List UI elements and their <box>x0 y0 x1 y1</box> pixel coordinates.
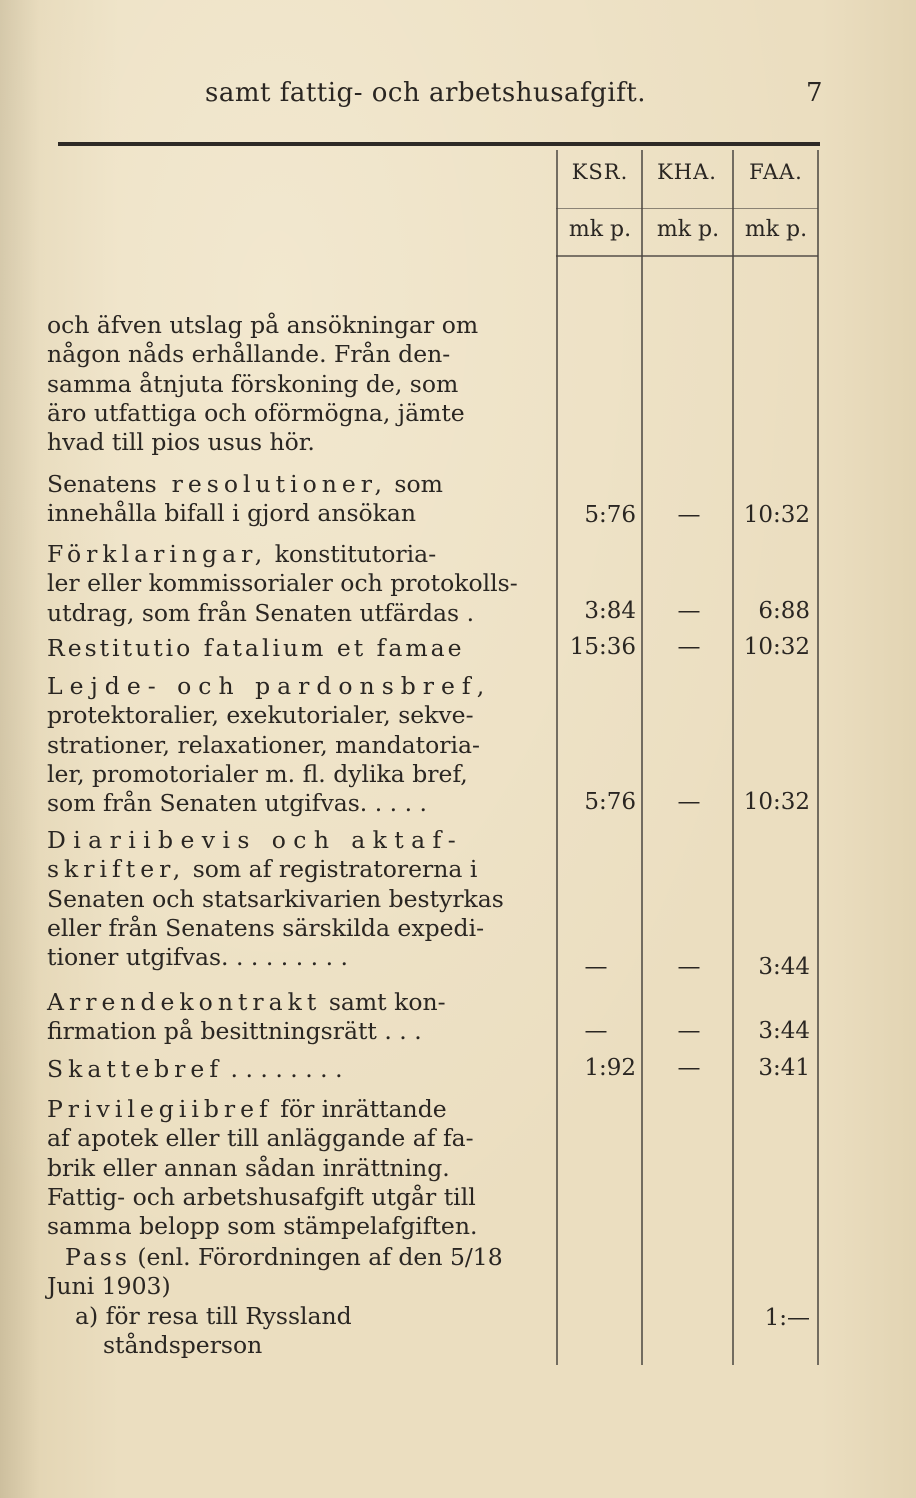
table-row: Arrendekontrakt samt kon- firmation på besittningsrätt . . . <box>47 988 446 1046</box>
amount-kha: — <box>677 502 701 528</box>
column-divider <box>641 150 643 1365</box>
table-row: Diariibevis och aktaf- skrifter, som af registratorerna i Senaten och statsarkivarien bestyrkas eller från Senatens särskilda expedi- tioner utgifvas. . . . . . . . . <box>47 826 504 972</box>
amount-faa: 10:32 <box>743 634 810 660</box>
amount-ksr: — <box>584 954 608 980</box>
unit-kha: mk p. <box>656 217 720 242</box>
column-header-kha: KHA. <box>657 160 717 184</box>
header-divider <box>556 208 818 209</box>
amount-kha: — <box>677 634 701 660</box>
table-row: Pass (enl. Förordningen af den 5/18 Juni 1903) <box>47 1243 503 1301</box>
table-row: Privilegiibref för inrättande af apotek eller till anläggande af fa- brik eller annan sådan inrättning. <box>47 1095 474 1182</box>
amount-kha: — <box>677 1018 701 1044</box>
text-paragraph: och äfven utslag på ansökningar om någon nåds erhållande. Från den- samma åtnjuta förskoning de, som äro utfattiga och oförmögna, jämte hvad till pios usus hör. <box>47 311 479 457</box>
unit-ksr: mk p. <box>568 217 632 242</box>
table-row: Skattebref . . . . . . . . <box>47 1055 343 1083</box>
amount-faa: 3:41 <box>758 1055 810 1081</box>
amount-kha: — <box>677 789 701 815</box>
running-header <box>0 78 916 112</box>
amount-faa: 3:44 <box>758 1018 810 1044</box>
table-row: Senatens resolutioner, som innehålla bifall i gjord ansökan <box>47 470 443 528</box>
column-divider <box>732 150 734 1365</box>
column-divider <box>817 150 819 1365</box>
table-row: Lejde- och pardonsbref, protektoralier, exekutorialer, sekve- strationer, relaxationer, mandatoria- ler, promotorialer m. fl. dylika bref, som från Senaten utgifvas. . . . . <box>47 672 492 818</box>
amount-ksr: 3:84 <box>584 598 636 624</box>
text-paragraph: Fattig- och arbetshusafgift utgår till samma belopp som stämpelafgiften. <box>47 1183 478 1241</box>
amount-faa: 3:44 <box>758 954 810 980</box>
amount-kha: — <box>677 1055 701 1081</box>
amount-ksr: 1:92 <box>584 1055 636 1081</box>
amount-faa: 10:32 <box>743 502 810 528</box>
amount-faa: 10:32 <box>743 789 810 815</box>
amount-faa: 1:— <box>764 1305 810 1331</box>
column-header-ksr: KSR. <box>571 160 629 184</box>
amount-kha: — <box>677 598 701 624</box>
amount-ksr: 5:76 <box>584 502 636 528</box>
unit-faa: mk p. <box>744 217 808 242</box>
amount-faa: 6:88 <box>758 598 810 624</box>
header-title: samt fattig- och arbetshusafgift. <box>205 78 646 108</box>
table-row: Restitutio fatalium et famae <box>47 634 465 662</box>
amount-kha: — <box>677 954 701 980</box>
header-rule <box>58 142 820 146</box>
column-divider <box>556 150 558 1365</box>
amount-ksr: 5:76 <box>584 789 636 815</box>
column-header-faa: FAA. <box>749 160 803 184</box>
amount-ksr: — <box>584 1018 608 1044</box>
table-row: a) för resa till Ryssland ståndsperson <box>75 1302 352 1360</box>
header-divider <box>556 255 818 257</box>
table-row: Förklaringar, konstitutoria- ler eller kommissorialer och protokolls- utdrag, som från Senaten utfärdas . <box>47 540 518 627</box>
amount-ksr: 15:36 <box>569 634 636 660</box>
page-number: 7 <box>806 78 824 108</box>
